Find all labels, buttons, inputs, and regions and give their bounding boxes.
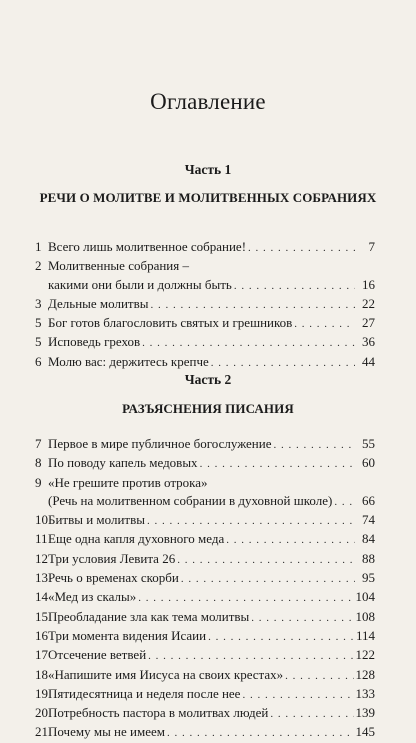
toc-entry-number: 3 xyxy=(35,295,42,311)
toc-entry-number: 11 xyxy=(35,531,48,547)
dot-leader xyxy=(334,493,355,511)
toc-entry xyxy=(35,314,375,333)
toc-entry xyxy=(35,454,375,473)
toc-entry-page: 22 xyxy=(362,295,375,311)
toc-entry-number: 18 xyxy=(35,666,48,682)
toc-entry-page: 145 xyxy=(355,724,375,740)
dot-leader xyxy=(138,589,353,607)
toc-entry-title: «Напишите имя Иисуса на своих крестах» xyxy=(48,666,284,682)
toc-entry-page: 84 xyxy=(362,531,375,547)
toc-entry xyxy=(35,353,375,372)
toc-entry-number: 13 xyxy=(35,570,48,586)
toc-entry-page: 88 xyxy=(362,550,375,566)
toc-entry xyxy=(35,588,375,607)
toc-entry-number: 14 xyxy=(35,589,48,605)
toc-entry-title: Бог готов благословить святых и грешников xyxy=(48,315,293,331)
toc-entry-page: 104 xyxy=(355,589,375,605)
toc-entry-title: Первое в мире публичное богослужение xyxy=(48,436,272,451)
toc-entry xyxy=(35,685,375,704)
toc-entry-page: 16 xyxy=(362,276,375,292)
toc-entry-title: Молю вас: держитесь крепче xyxy=(48,353,209,369)
toc-entry-title: По поводу капель медовых xyxy=(48,455,198,471)
dot-leader xyxy=(148,647,353,665)
toc-entry-page: 27 xyxy=(362,315,375,331)
toc-entry-number: 5 xyxy=(35,334,42,350)
toc-entry xyxy=(35,723,375,742)
toc-entry-number: 8 xyxy=(35,455,42,471)
toc-entry-page: 74 xyxy=(362,512,375,528)
part-2-contents xyxy=(35,435,375,743)
toc-entry-title: Три условия Левита 26 xyxy=(48,550,176,566)
dot-leader xyxy=(208,628,354,646)
toc-entry-number: 10 xyxy=(35,512,48,528)
dot-leader xyxy=(200,455,355,473)
toc-entry-page: 55 xyxy=(362,436,375,451)
toc-entry-title: Исповедь грехов xyxy=(48,334,141,350)
dot-leader xyxy=(251,609,353,627)
toc-entry-page: 122 xyxy=(355,647,375,663)
toc-entry-page: 7 xyxy=(368,239,375,254)
toc-entry xyxy=(35,666,375,685)
toc-entry xyxy=(35,511,375,530)
toc-entry-number: 5 xyxy=(35,315,42,331)
dot-leader xyxy=(226,531,355,549)
toc-entry-title: Отсечение ветвей xyxy=(48,647,147,663)
toc-entry-number: 21 xyxy=(35,724,48,740)
toc-entry-title-line1: «Не грешите против отрока» xyxy=(48,474,208,490)
toc-entry-title-line1: Молитвенные собрания – xyxy=(48,258,189,274)
toc-entry-number: 15 xyxy=(35,608,48,624)
toc-entry-number: 19 xyxy=(35,685,48,701)
toc-entry-page: 108 xyxy=(355,608,375,624)
toc-entry xyxy=(35,474,375,512)
toc-entry-number: 2 xyxy=(35,258,42,274)
part-1-title: РЕЧИ О МОЛИТВЕ И МОЛИТВЕННЫХ СОБРАНИЯХ xyxy=(39,190,377,205)
dot-leader xyxy=(150,296,355,314)
toc-entry-title: Еще одна капля духовного меда xyxy=(48,531,225,547)
dot-leader xyxy=(248,239,355,257)
toc-entry-title: Речь о временах скорби xyxy=(48,570,179,586)
toc-entry-page: 114 xyxy=(355,627,375,643)
toc-entry-number: 16 xyxy=(35,627,48,643)
toc-entry xyxy=(35,257,375,295)
page-title: Оглавление xyxy=(150,89,266,114)
dot-leader xyxy=(285,667,353,685)
toc-entry xyxy=(35,569,375,588)
toc-entry-page: 36 xyxy=(362,334,375,350)
toc-entry-title: Всего лишь молитвенное собрание! xyxy=(48,239,247,254)
dot-leader xyxy=(167,724,354,742)
toc-entry-number: 7 xyxy=(35,436,42,451)
part-2-title: РАЗЪЯСНЕНИЯ ПИСАНИЯ xyxy=(122,401,294,416)
toc-entry-title: Битвы и молитвы xyxy=(48,512,145,528)
toc-entry xyxy=(35,704,375,723)
toc-entry xyxy=(35,238,375,257)
toc-entry-title: (Речь на молитвенном собрании в духовной школе) xyxy=(48,492,333,508)
part-1-label: Часть 1 xyxy=(184,162,232,177)
toc-entry-title: Три момента видения Исаии xyxy=(48,627,207,643)
toc-entry-page: 66 xyxy=(362,492,375,508)
toc-entry-number: 17 xyxy=(35,647,48,663)
toc-entry-title: Пятидесятница и неделя после нее xyxy=(48,685,241,701)
toc-entry-number: 9 xyxy=(35,474,42,490)
toc-entry-number: 20 xyxy=(35,705,48,721)
toc-entry-title: Преобладание зла как тема молитвы xyxy=(48,608,250,624)
dot-leader xyxy=(177,551,355,569)
toc-entry-number: 1 xyxy=(35,239,42,254)
toc-entry xyxy=(35,333,375,352)
toc-entry xyxy=(35,608,375,627)
toc-entry-number: 6 xyxy=(35,353,42,369)
dot-leader xyxy=(270,705,353,723)
toc-entry xyxy=(35,646,375,665)
toc-entry-page: 60 xyxy=(362,455,375,471)
toc-entry xyxy=(35,550,375,569)
part-1-contents xyxy=(35,238,375,372)
dot-leader xyxy=(273,436,355,454)
toc-entry-title: Дельные молитвы xyxy=(48,295,149,311)
toc-entry-page: 128 xyxy=(355,666,375,682)
dot-leader xyxy=(142,334,355,352)
toc-entry-page: 44 xyxy=(362,353,375,369)
toc-entry-title: «Мед из скалы» xyxy=(48,589,137,605)
toc-entry-title: Потребность пастора в молитвах людей xyxy=(48,705,269,721)
toc-entry xyxy=(35,627,375,646)
dot-leader xyxy=(234,277,355,295)
part-2-label: Часть 2 xyxy=(184,372,232,387)
toc-entry xyxy=(35,295,375,314)
toc-entry-title: Почему мы не имеем xyxy=(48,724,165,740)
toc-entry-page: 95 xyxy=(362,570,375,586)
toc-entry-title: какими они были и должны быть xyxy=(48,276,232,292)
toc-entry-page: 139 xyxy=(355,705,375,721)
dot-leader xyxy=(242,686,353,704)
dot-leader xyxy=(147,512,355,530)
toc-entry xyxy=(35,530,375,549)
dot-leader xyxy=(181,570,355,588)
toc-entry-number: 12 xyxy=(35,550,48,566)
toc-entry xyxy=(35,435,375,454)
dot-leader xyxy=(211,354,355,372)
toc-entry-page: 133 xyxy=(355,685,375,701)
dot-leader xyxy=(294,315,355,333)
